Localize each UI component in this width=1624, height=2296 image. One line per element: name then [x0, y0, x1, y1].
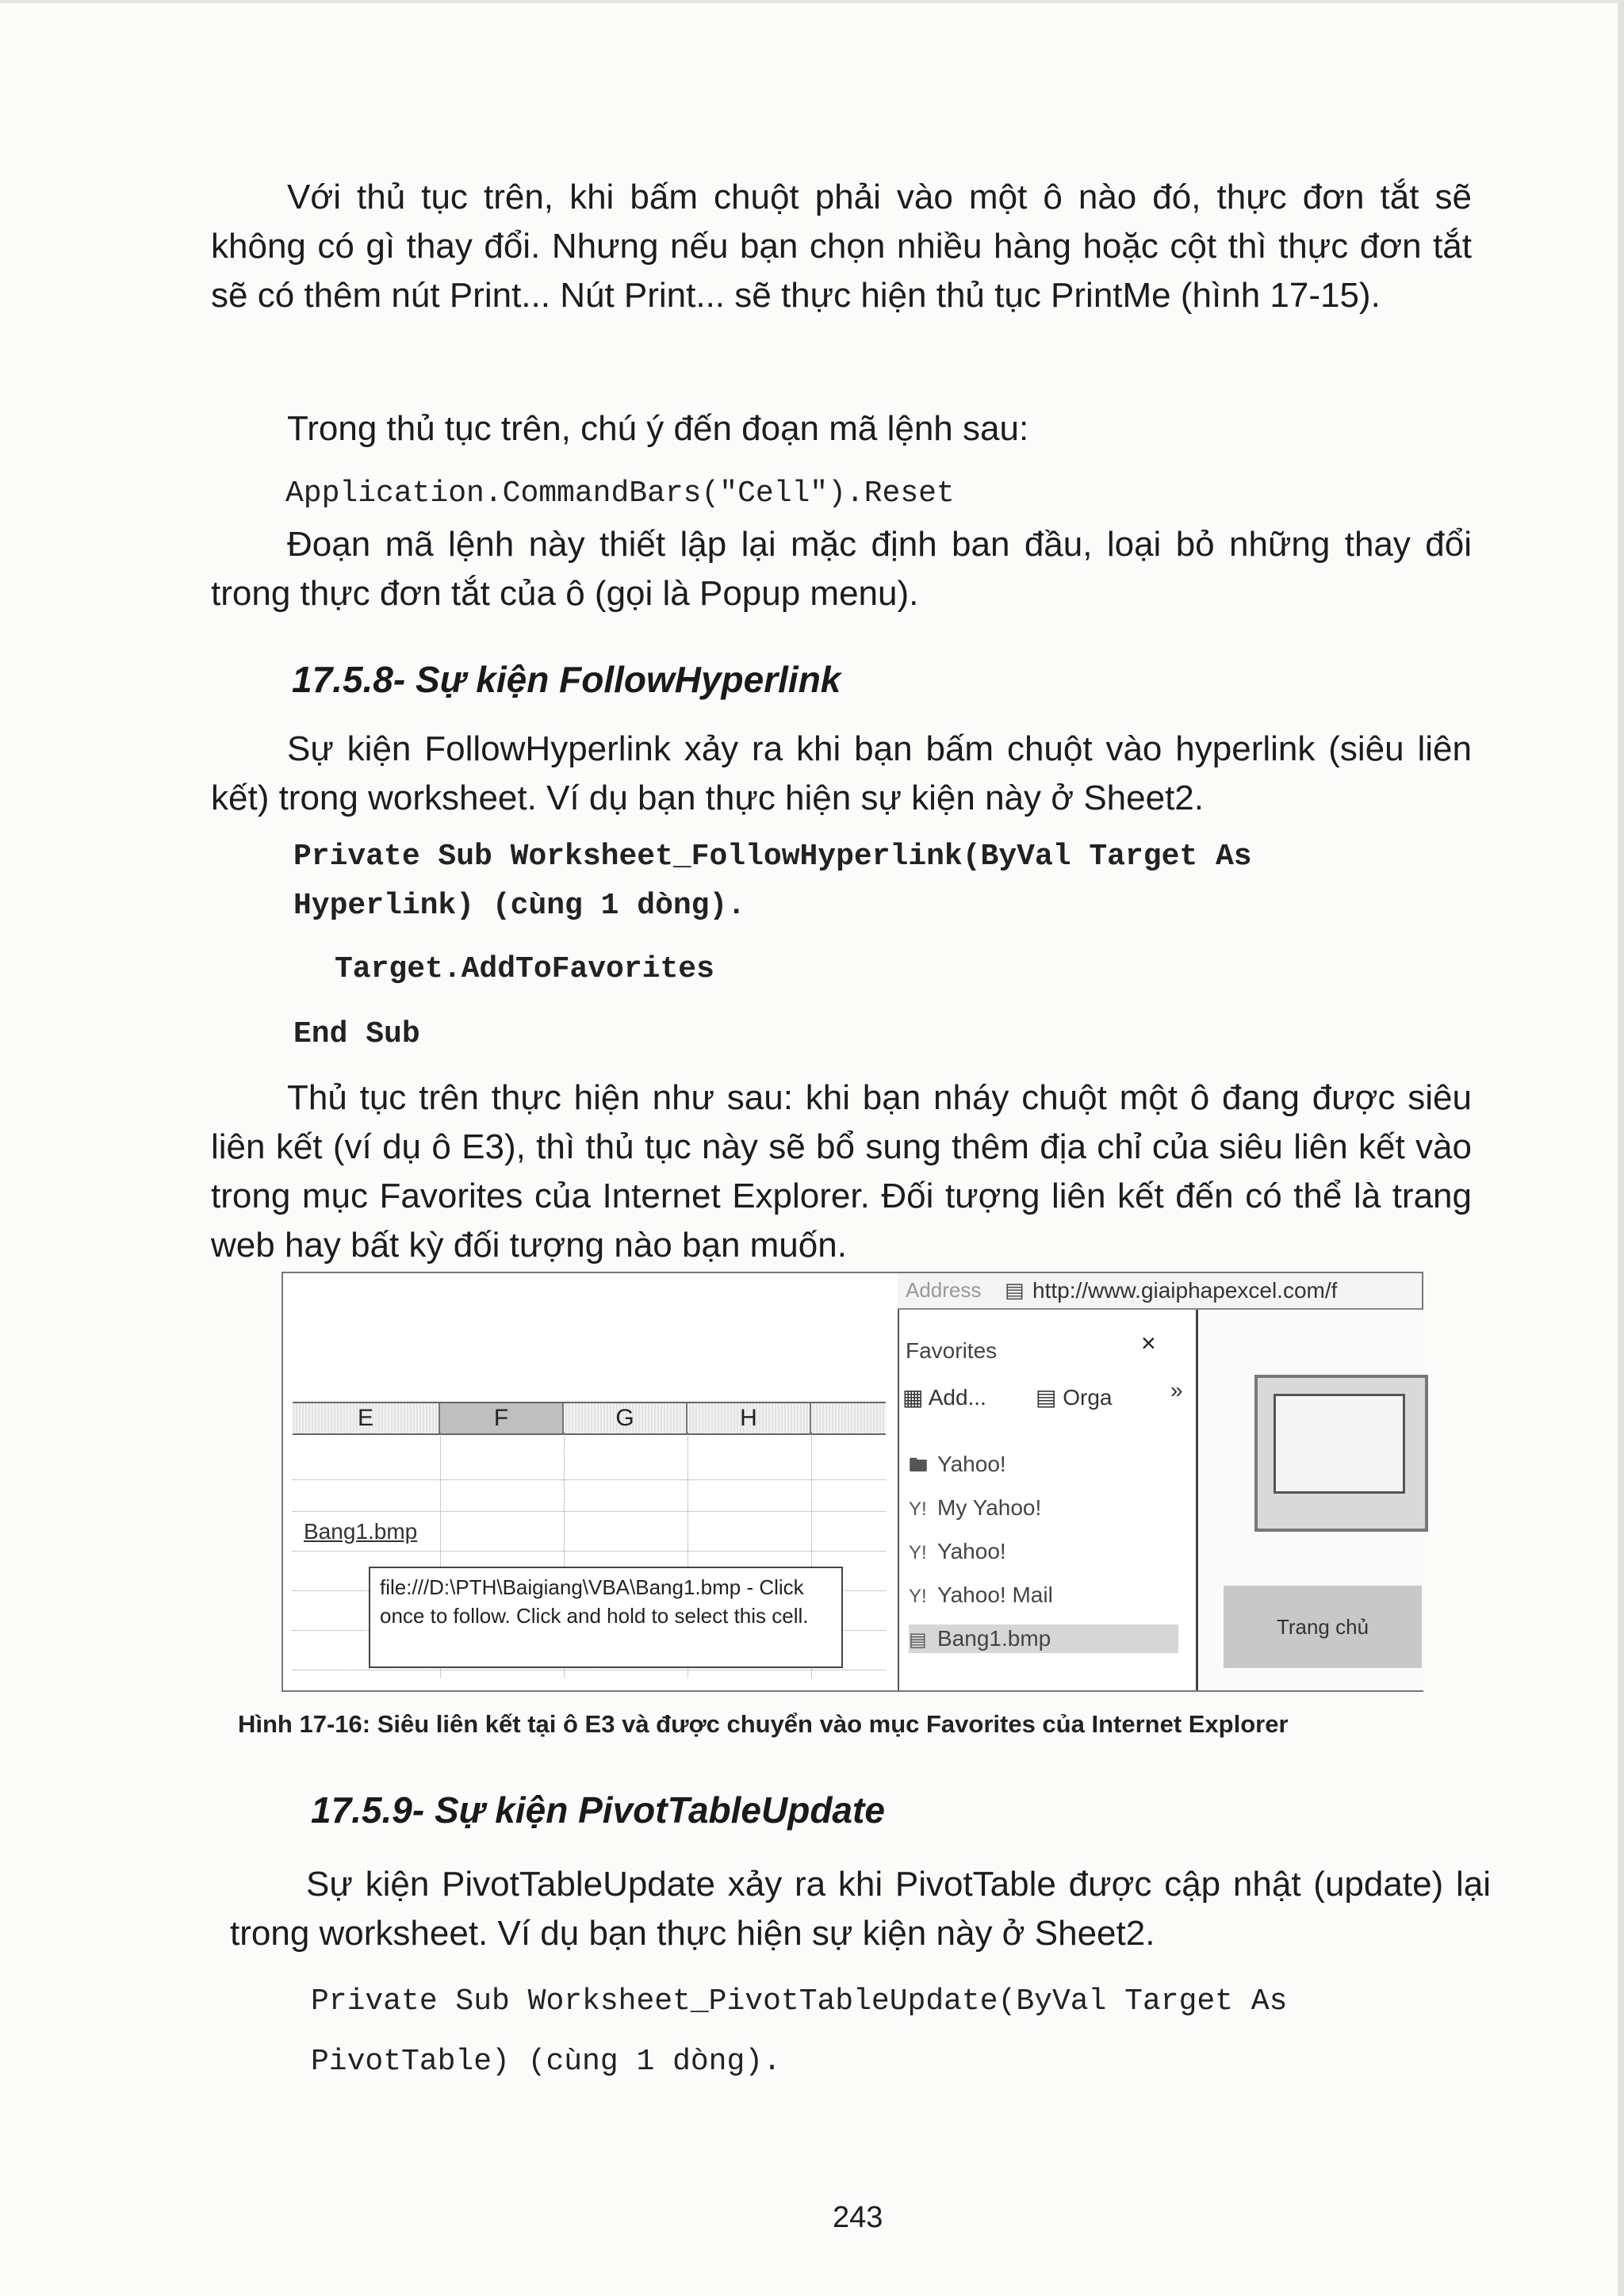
- paragraph-procedure-explanation: Thủ tục trên thực hiện như sau: khi bạn nháy chuột một ô đang được siêu liên kết (ví dụ ô E3), thì thủ tục này sẽ bổ sung thêm địa chỉ của siêu liên kết vào trong mục Favorites của Internet Explorer. Đối tượng liên kết đến có thể là trang web hay bất kỳ đối tượng nào bạn muốn.: [211, 1078, 1472, 1265]
- heading-pivottableupdate: 17.5.9- Sự kiện PivotTableUpdate: [311, 1789, 885, 1831]
- scan-edge-top: [0, 0, 1624, 3]
- home-button[interactable]: Trang chủ: [1224, 1586, 1422, 1668]
- favorites-item[interactable]: Y! Yahoo!: [909, 1539, 1006, 1563]
- add-favorite-label: Add...: [928, 1385, 986, 1410]
- code-follow-line-4: End Sub: [293, 1017, 420, 1051]
- column-header-h[interactable]: H: [688, 1403, 811, 1433]
- page-number: 243: [833, 2201, 883, 2234]
- add-favorite-icon: ▦: [902, 1385, 929, 1410]
- favorites-title: Favorites: [906, 1338, 998, 1363]
- paragraph-pivottableupdate: Sự kiện PivotTableUpdate xảy ra khi PivotTable được cập nhật (update) lại trong worksheet. Ví dụ bạn thực hiện sự kiện này ở Sheet2.: [230, 1865, 1491, 1953]
- column-header-row: [293, 1402, 886, 1435]
- column-header-e[interactable]: E: [293, 1403, 440, 1433]
- close-icon[interactable]: ×: [1141, 1329, 1156, 1357]
- paragraph-reset-explanation: Đoạn mã lệnh này thiết lập lại mặc định ban đầu, loại bỏ những thay đổi trong thực đơn tắt của ô (gọi là Popup menu).: [211, 525, 1472, 613]
- code-reset: Application.CommandBars("Cell").Reset: [285, 476, 955, 511]
- yahoo-icon: Y!: [909, 1498, 927, 1520]
- favorites-toolbar: [902, 1375, 1188, 1422]
- browser-image: [1254, 1375, 1428, 1532]
- gridline: [293, 1479, 886, 1480]
- address-bar: [898, 1273, 1422, 1310]
- organize-icon: ▤: [1036, 1385, 1063, 1410]
- hyperlink-tooltip: file:///D:\PTH\Baigiang\VBA\Bang1.bmp - Click once to follow. Click and hold to select this cell.: [369, 1567, 843, 1668]
- more-chevron-icon[interactable]: »: [1170, 1378, 1183, 1402]
- gridline: [293, 1551, 886, 1552]
- code-follow-line-1: Private Sub Worksheet_FollowHyperlink(ByVal Target As: [293, 840, 1252, 874]
- favorites-item[interactable]: 🖿 Yahoo!: [909, 1452, 1006, 1484]
- code-follow-line-2: Hyperlink) (cùng 1 dòng).: [293, 889, 746, 923]
- column-header-g[interactable]: G: [564, 1403, 688, 1433]
- excel-sheet: [283, 1273, 894, 1690]
- scan-edge-right: [1618, 0, 1624, 2296]
- heading-followhyperlink: 17.5.8- Sự kiện FollowHyperlink: [292, 659, 841, 700]
- figure-caption: Hình 17-16: Siêu liên kết tại ô E3 và được chuyển vào mục Favorites của Internet Explorer: [238, 1710, 1289, 1738]
- page-icon: ▤: [1005, 1278, 1025, 1302]
- gridline: [293, 1511, 886, 1512]
- paragraph-popup-menu: Với thủ tục trên, khi bấm chuột phải vào một ô nào đó, thực đơn tắt sẽ không có gì thay đổi. Nhưng nếu bạn chọn nhiều hàng hoặc cột thì thực đơn tắt sẽ có thêm nút Print... Nút Print... sẽ thực hiện thủ tục PrintMe (hình 17-15).: [211, 178, 1472, 315]
- organize-label: Orga: [1063, 1385, 1113, 1410]
- yahoo-icon: Y!: [909, 1542, 927, 1563]
- paragraph-note: Trong thủ tục trên, chú ý đến đoạn mã lệnh sau:: [287, 409, 1029, 448]
- favorites-pane: [898, 1273, 1193, 1690]
- folder-icon: 🖿: [909, 1455, 928, 1476]
- yahoo-icon: Y!: [909, 1586, 927, 1607]
- code-follow-line-3: Target.AddToFavorites: [335, 952, 714, 986]
- code-pivot-line-2: PivotTable) (cùng 1 dòng).: [311, 2045, 781, 2079]
- organize-favorites-button[interactable]: [1036, 1384, 1112, 1410]
- address-input[interactable]: http://www.giaiphapexcel.com/f: [1032, 1278, 1338, 1303]
- code-pivot-line-1: Private Sub Worksheet_PivotTableUpdate(ByVal Target As: [311, 1984, 1288, 2019]
- favorites-item[interactable]: Y! Yahoo! Mail: [909, 1582, 1053, 1607]
- column-header-f[interactable]: F: [440, 1403, 564, 1433]
- page-icon: ▤: [909, 1629, 927, 1651]
- favorites-item[interactable]: Y! My Yahoo!: [909, 1495, 1042, 1520]
- paragraph-followhyperlink: Sự kiện FollowHyperlink xảy ra khi bạn bấm chuột vào hyperlink (siêu liên kết) trong worksheet. Ví dụ bạn thực hiện sự kiện này ở Sheet2.: [211, 729, 1472, 817]
- address-label: Address: [906, 1278, 982, 1302]
- cell-e3-hyperlink[interactable]: Bang1.bmp: [304, 1519, 418, 1544]
- favorites-item-bang1[interactable]: ▤ Bang1.bmp: [909, 1624, 1178, 1653]
- figure-hyperlink-screenshot: [282, 1272, 1423, 1692]
- add-favorite-button[interactable]: [902, 1384, 986, 1410]
